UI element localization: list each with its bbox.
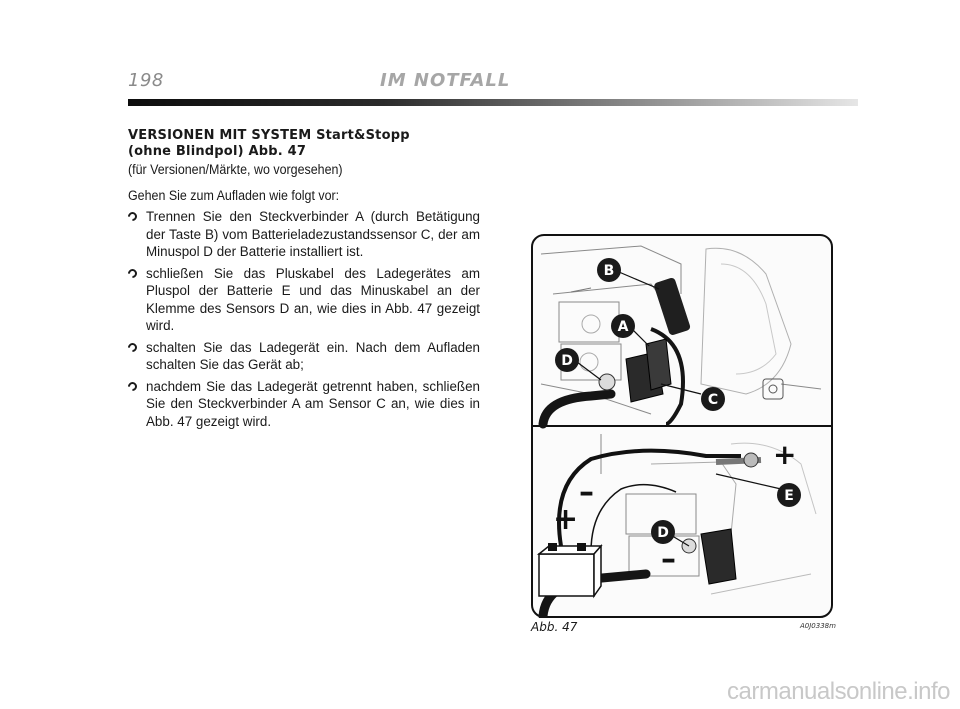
label-a (611, 314, 635, 338)
label-d-top (555, 348, 579, 372)
market-note: (für Versionen/Märkte, wo vorgesehen) (128, 162, 343, 177)
step-text: Trennen Sie den Steckverbinder A (durch Betätigung der Taste B) vom Batterieladezustandssensor C, der am Minuspol D der Batterie installiert ist. (146, 209, 480, 259)
battery-post (599, 374, 615, 390)
header-rule (128, 99, 858, 106)
bullet-icon (126, 267, 139, 280)
section-title-line-2: (ohne Blindpol) Abb. 47 (128, 144, 307, 159)
watermark: carmanualsonline.info (727, 678, 950, 705)
battery-figure (531, 234, 833, 618)
step-item (128, 265, 480, 335)
section-title (128, 128, 480, 160)
figure-caption: Abb. 47 (531, 620, 578, 634)
step-text: schließen Sie das Pluskabel des Ladegerätes am Pluspol der Batterie E und das Minuskabel an der Klemme des Sensors D an, wie dies in Abb. 47 gezeigt wird. (146, 265, 480, 333)
minus-bottom-mark: – (661, 542, 676, 577)
label-d-top-text: D (561, 353, 573, 369)
label-c-text: C (707, 392, 719, 408)
intro-text: Gehen Sie zum Aufladen wie folgt vor: (128, 187, 340, 203)
connector-body (646, 339, 671, 390)
bullet-icon (126, 341, 139, 354)
figure-code: A0J0338m (800, 622, 836, 630)
plus-left-mark: + (553, 502, 579, 537)
label-c (701, 387, 725, 411)
step-text: schalten Sie das Ladegerät ein. Nach dem Aufladen schalten Sie das Gerät ab; (146, 339, 480, 372)
label-b-text: B (603, 263, 615, 279)
step-item (128, 378, 480, 431)
bullet-icon (126, 210, 139, 223)
section-title-line-1: VERSIONEN MIT SYSTEM Start&Stopp (128, 128, 410, 143)
section-header: IM NOTFALL (380, 70, 511, 91)
minus-top-mark: – (579, 475, 594, 510)
step-item (128, 208, 480, 261)
page-number: 198 (128, 70, 164, 91)
label-d-bottom-text: D (657, 525, 669, 541)
plus-right-mark: + (773, 438, 797, 471)
step-text: nachdem Sie das Ladegerät getrennt haben, schließen Sie den Steckverbinder A am Sensor C an, wie dies in Abb. 47 gezeigt wird. (146, 378, 480, 429)
label-d-bottom (651, 520, 675, 544)
battery-illustration (531, 234, 833, 618)
battery-icon (539, 543, 601, 596)
step-list (128, 208, 480, 430)
label-a-text: A (617, 319, 629, 335)
label-e-text: E (784, 488, 794, 504)
main-content (128, 128, 480, 434)
label-e (777, 483, 801, 507)
label-b (597, 258, 621, 282)
step-item (128, 339, 480, 374)
bullet-icon (126, 380, 139, 393)
